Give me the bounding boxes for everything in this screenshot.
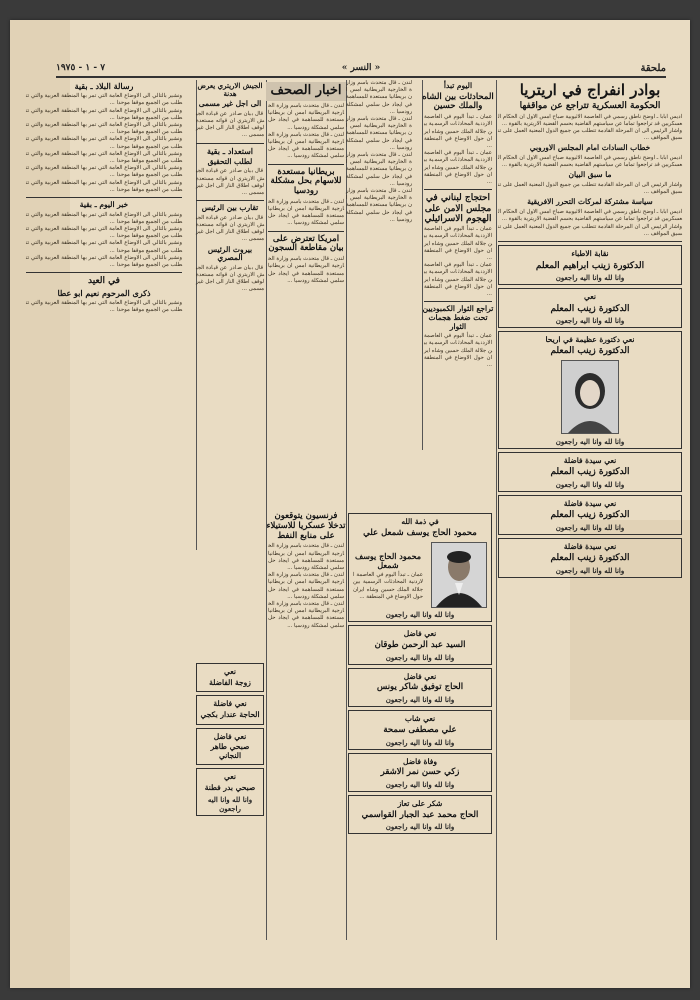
article-body: ونشير بالتالي الى الاوضاع العامة التي تمر بها المنطقة العربية والتي تتطلب من الجميع موقفا موحدا ... [26,122,182,136]
obituary-heading: نعي فاضل [403,629,437,639]
obituary-name: الدكتورة زينب المعلم [550,303,630,314]
obituary-section-left [194,660,266,950]
article-body: واشار الرئيس الى ان المرحلة القادمة تتطلب من جميع الدول المعنية العمل على تنسيق المواقف ... [498,128,682,142]
obituary-notice [196,663,264,692]
article-body: لندن ـ قال متحدث باسم وزارة الخارجية البريطانية امس ان بريطانيا مستعدة للمساهمة في ايجاد حل سلمي لمشكلة رودسيا ... [346,152,412,187]
obituary-notice [498,288,682,328]
article-body: لندن ـ قال متحدث باسم وزارة الخارجية البريطانية امس ان بريطانيا مستعدة للمساهمة في ايجاد حل سلمي لمشكلة رودسيا ... [268,198,344,227]
obituary-name: زوجة الفاضلة [209,677,251,687]
obituary-closing: وانا لله وانا اليه راجعون [385,822,455,832]
headline-rapprochement: تقارب بين الرئيس [201,203,259,213]
obituary-name: علي مصطفى سمحة [383,724,457,735]
obituary-closing: وانا لله وانا اليه راجعون [555,565,625,575]
article-body: لندن ـ قال متحدث باسم وزارة الخارجية البريطانية امس ان بريطانيا مستعدة للمساهمة في ايجاد حل سلمي لمشكلة رودسيا ... [346,80,412,115]
label-today: اليوم تبدأ [443,81,473,90]
article-body: ونشير بالتالي الى الاوضاع العامة التي تمر بها المنطقة العربية والتي تتطلب من الجميع موقفا موحدا ... [26,150,182,165]
subheadline-african: سياسة مشتركة لمركات التحرر الافريقية [527,197,653,207]
subheadline-investigation: لطلب التحقيق [207,156,253,166]
section-logo: اخبار الصحف [266,82,346,101]
obituary-closing: وانا لله وانا اليه راجعون [555,272,625,282]
article-body: ونشير بالتالي الى الاوضاع العامة التي تمر بها المنطقة العربية والتي تتطلب من الجميع موقفا موحدا ... [26,165,182,179]
headline-eritrean-army: الجيش الاريتري يعرض هدنة [197,81,263,99]
obituary-closing: وانا لله وانا اليه راجعون [385,779,455,789]
obituary-closing: وانا لله وانا اليه راجعون [555,522,625,532]
obituary-name: الحاج محمد عبد الجبار القواسمي [361,809,479,820]
header-date: ٧ - ١ - ١٩٧٥ [56,63,106,73]
obituary-name: الدكتورة زينب المعلم [550,346,630,357]
article-body: قال بيان صادر عن قيادة الجيش الاريتري ان قواته مستعدة لوقف اطلاق النار الى اجل غير مسمى ... [196,264,264,293]
article-body: ونشير بالتالي الى الاوضاع العامة التي تمر بها المنطقة العربية والتي تتطلب من الجميع موقفا موحدا ... [26,136,182,150]
portrait-photo-man [431,542,487,608]
portrait-photo-woman [561,360,619,434]
obituary-heading: نعي [224,772,236,782]
obituary-name: صبحي بدر فطنة [204,783,256,792]
article-body: اديس ابابا ـ اوضح ناطق رسمي في العاصمة الاثيوبية صباح امس الاول ان الحكام العسكريين قد تراجعوا تماما عن سياستهم القاضية بحسم القضية الاريترية بالقوة ... [498,113,682,127]
page-header [56,60,666,78]
subheadline-truce: الى اجل غير مسمى [198,99,262,109]
obituary-name: الدكتورة زينب ابراهيم المعلم [535,260,645,271]
column-news-2 [422,80,494,500]
article-body: لندن ـ قال متحدث باسم وزارة الخارجية البريطانية امس ان بريطانيا مستعدة للمساهمة في ايجاد حل سلمي لمشكلة رودسيا ... [346,188,412,223]
obituary-text: عمان ـ تبدأ اليوم في العاصمة الاردنية المحادثات الرسمية بين جلالة الملك حسين وشاه ايران حول الاوضاع في المنطقة ... [353,572,423,600]
obituary-notice [498,538,682,578]
obituary-heading: نعي فاضل [403,671,437,681]
headline-britain-rhodesia: بريطانيا مستعدة للاسهام بحل مشكلة رودسيا [270,166,342,197]
column-news-6 [24,80,184,970]
article-body: لندن ـ قال متحدث باسم وزارة الخارجية البريطانية امس ان بريطانيا مستعدة للمساهمة في ايجاد حل سلمي لمشكلة رودسيا ... [268,256,344,284]
header-paper-name: « النسر » [341,63,381,73]
obituary-closing: وانا لله وانا اليه راجعون [385,652,455,662]
obituary-name: الدكتورة زينب المعلم [550,510,630,521]
obituary-heading: وفاة فاضل [403,756,437,766]
obituary-notice [196,768,264,815]
article-body: عمان ـ تبدأ اليوم في العاصمة الاردنية المحادثات الرسمية بين جلالة الملك حسين وشاه ايران حول الاوضاع في المنطقة ... [424,226,492,262]
article-body: ونشير بالتالي الى الاوضاع العامة التي تمر بها المنطقة العربية والتي تتطلب من الجميع موقفا موحدا ... [26,211,182,225]
obituary-notice [498,452,682,492]
column-main-news [496,80,684,970]
article-body: ونشير بالتالي الى الاوضاع العامة التي تمر بها المنطقة العربية والتي تتطلب من الجميع موقفا موحدا ... [26,226,182,240]
obituary-heading: نعي فاضلة [213,699,247,709]
divider [268,164,344,165]
article-body: واشار الرئيس الى ان المرحلة القادمة تتطلب من جميع الدول المعنية العمل على تنسيق المواقف ... [498,223,682,237]
article-body: ونشير بالتالي الى الاوضاع العامة التي تمر بها المنطقة العربية والتي تتطلب من الجميع موقفا موحدا ... [26,107,182,121]
header-supplement: ملحقة [640,62,666,74]
obituary-heading: نعي [584,291,596,301]
article-body: ونشير بالتالي الى الاوضاع العامة التي تمر بها المنطقة العربية والتي تتطلب من الجميع موقفا موحدا ... [26,93,182,107]
headline-america-objects: امريكا تعترض على بيان مقاطعة السجون [268,233,344,254]
obituary-name: الحاجة عندار بكجي [200,709,260,719]
headline-france-oil: فرنسيون يتوقعون تدخلا عسكريا للاستيلاء على منابع النفط [266,511,346,541]
headline-eritrea: بوادر انفراج في اريتريا [519,81,661,99]
article-body: لندن ـ قال متحدث باسم وزارة الخارجية البريطانية امس ان بريطانيا مستعدة للمساهمة في ايجاد حل سلمي لمشكلة رودسيا ... [268,102,344,131]
obituary-notice [348,625,492,664]
obituary-heading: نقابة الاطباء [571,248,609,258]
article-body: عمان ـ تبدأ اليوم في العاصمة الاردنية المحادثات الرسمية بين جلالة الملك حسين وشاه ايران حول الاوضاع في المنطقة ... [424,150,492,185]
obituary-notice [348,753,492,792]
obituary-closing: وانا لله وانا اليه راجعون [555,315,625,325]
obituary-heading: نعي سيدة فاضلة [563,498,617,508]
obituary-notice [196,695,264,724]
divider [26,197,182,198]
article-body: عمان ـ تبدأ اليوم في العاصمة الاردنية المحادثات الرسمية بين جلالة الملك حسين وشاه ايران حول الاوضاع في المنطقة ... [424,262,492,298]
obituary-notice [498,495,682,535]
headline-readiness: استعداد ـ بقية [206,145,254,156]
obituary-heading: شكر على تعاز [397,798,443,808]
article-body: واشار الرئيس الى ان المرحلة القادمة تتطلب من جميع الدول المعنية العمل على تنسيق المواقف ... [498,182,682,196]
divider [196,200,264,201]
obituary-heading: نعي [224,667,236,676]
column-news-4 [266,80,346,500]
obituary-heading: نعي دكتورة عظيمة في اريحا [545,334,635,344]
article-body: ونشير بالتالي الى الاوضاع العامة التي تمر بها المنطقة العربية والتي تتطلب من الجميع موقفا موحدا ... [26,254,182,269]
article-body: لندن ـ قال متحدث باسم وزارة الخارجية البريطانية امس ان بريطانيا مستعدة للمساهمة في ايجاد حل سلمي لمشكلة رودسيا ... [268,572,344,600]
article-body: ونشير بالتالي الى الاوضاع العامة التي تمر بها المنطقة العربية والتي تتطلب من الجميع موقفا موحدا ... [26,179,182,193]
article-body: قال بيان صادر عن قيادة الجيش الاريتري ان قواته مستعدة لوقف اطلاق النار الى اجل غير مسمى ... [196,214,264,243]
headline-shah-hussein: المحادثات بين الشاه والملك حسين [422,91,494,112]
headline-country-message: رسالة البلاد ـ بقية [74,81,134,91]
divider [196,143,264,144]
column-news-5 [194,80,266,550]
obituary-notice [348,795,492,834]
obituary-heading: نعي شاب [404,714,436,724]
divider [424,301,492,302]
divider [498,241,682,242]
obituary-name: السيد عبد الرحمن طوقان [374,640,466,651]
article-body: اديس ابابا ـ اوضح ناطق رسمي في العاصمة الاثيوبية صباح امس الاول ان الحكام العسكريين قد تراجعوا تماما عن سياستهم القاضية بحسم القضية الاريترية بالقوة ... [498,209,682,223]
subheadline-eritrea: الحكومة العسكرية تتراجع عن مواقفها [519,101,661,112]
obituary-heading: في ذمة الله [401,517,439,526]
article-body: لندن ـ قال متحدث باسم وزارة الخارجية البريطانية امس ان بريطانيا مستعدة للمساهمة في ايجاد حل سلمي لمشكلة رودسيا ... [268,131,344,160]
column-news-4-lower [266,510,346,950]
obituary-notice [498,331,682,449]
obituary-name: الدكتورة زينب المعلم [550,553,630,564]
article-body: ونشير بالتالي الى الاوضاع العامة التي تمر بها المنطقة العربية والتي تتطلب من الجميع موقفا موحدا ... [26,240,182,254]
headline-lebanon-protest: احتجاج لبناني في مجلس الامن على الهجوم الاسرائيلي [424,193,492,224]
divider [268,231,344,232]
obituary-name: زكي حسن نمر الاشقر [380,767,460,778]
subheadline-statement: ما سبق البيان [568,170,612,180]
obituary-name: الحاج توفيق شاكر يونس [376,682,464,693]
obituary-notice [196,728,264,766]
obituary-closing: وانا لله وانا اليه راجعون [207,794,253,813]
obituary-notice [348,710,492,749]
obituary-notice [348,668,492,707]
article-body: قال بيان صادر عن قيادة الجيش الاريتري ان قواته مستعدة لوقف اطلاق النار الى اجل غير مسمى ... [196,168,264,196]
obituary-notice [348,513,492,622]
obituary-name: صبحي طاهر النجاني [210,742,250,760]
headline-egyptian-president: بيروت الرئيس المصري [207,244,253,263]
eid-heading: في العيد [88,276,120,287]
headline-news-today: خبر اليوم ـ بقية [79,200,129,210]
divider [424,189,492,190]
article-body: عمان ـ تبدأ اليوم في العاصمة الاردنية المحادثات الرسمية بين جلالة الملك حسين وشاه ايران حول الاوضاع في المنطقة ... [424,333,492,368]
obituary-name: الدكتورة زينب المعلم [550,467,630,478]
obituary-section-center [346,510,494,950]
headline-cambodia: تراجع الثوار الكمبوديين تحت ضغط هجمات الثوار [422,304,494,331]
obituary-closing: وانا لله وانا اليه راجعون [385,610,455,620]
article-body: اديس ابابا ـ اوضح ناطق رسمي في العاصمة الاثيوبية صباح امس الاول ان الحكام العسكريين قد تراجعوا تماما عن سياستهم القاضية بحسم القضية الاريترية بالقوة ... [498,155,682,169]
article-body: قال بيان صادر عن قيادة الجيش الاريتري ان قواته مستعدة لوقف اطلاق النار الى اجل غير مسمى ... [196,110,264,139]
newspaper-page [10,20,690,988]
subheadline-sadat: خطاب السادات امام المجلس الاوروبي [529,143,651,153]
obituary-closing: وانا لله وانا اليه راجعون [555,479,625,489]
divider [26,272,182,273]
portrait-image [562,361,618,433]
column-news-3 [344,80,414,500]
article-body: ونشير بالتالي الى الاوضاع العامة التي تمر بها المنطقة العربية والتي تتطلب من الجميع موقفا موحدا ... [26,299,182,314]
obituary-heading: نعي سيدة فاضلة [563,541,617,551]
article-body: لندن ـ قال متحدث باسم وزارة الخارجية البريطانية امس ان بريطانيا مستعدة للمساهمة في ايجاد حل سلمي لمشكلة رودسيا ... [268,600,344,629]
obituary-heading: نعي فاضل [213,731,247,741]
obituary-closing: وانا لله وانا اليه راجعون [385,695,455,705]
article-body: لندن ـ قال متحدث باسم وزارة الخارجية البريطانية امس ان بريطانيا مستعدة للمساهمة في ايجاد حل سلمي لمشكلة رودسيا ... [268,543,344,571]
article-body: لندن ـ قال متحدث باسم وزارة الخارجية البريطانية امس ان بريطانيا مستعدة للمساهمة في ايجاد حل سلمي لمشكلة رودسيا ... [346,116,412,151]
obituary-heading: نعي سيدة فاضلة [563,455,617,465]
obituary-union [498,245,682,285]
portrait-image [432,543,486,607]
obituary-name: محمود الحاج يوسف شمعل علي [363,527,477,538]
obituary-name-repeat: محمود الحاج يوسف شمعل [354,550,422,570]
obituary-closing: وانا لله وانا اليه راجعون [555,436,625,446]
obituary-closing: وانا لله وانا اليه راجعون [385,737,455,747]
eid-memorial: ذكرى المرحوم نعيم ابو عطا [57,287,151,298]
article-body: عمان ـ تبدأ اليوم في العاصمة الاردنية المحادثات الرسمية بين جلالة الملك حسين وشاه ايران حول الاوضاع في المنطقة ... [424,114,492,149]
